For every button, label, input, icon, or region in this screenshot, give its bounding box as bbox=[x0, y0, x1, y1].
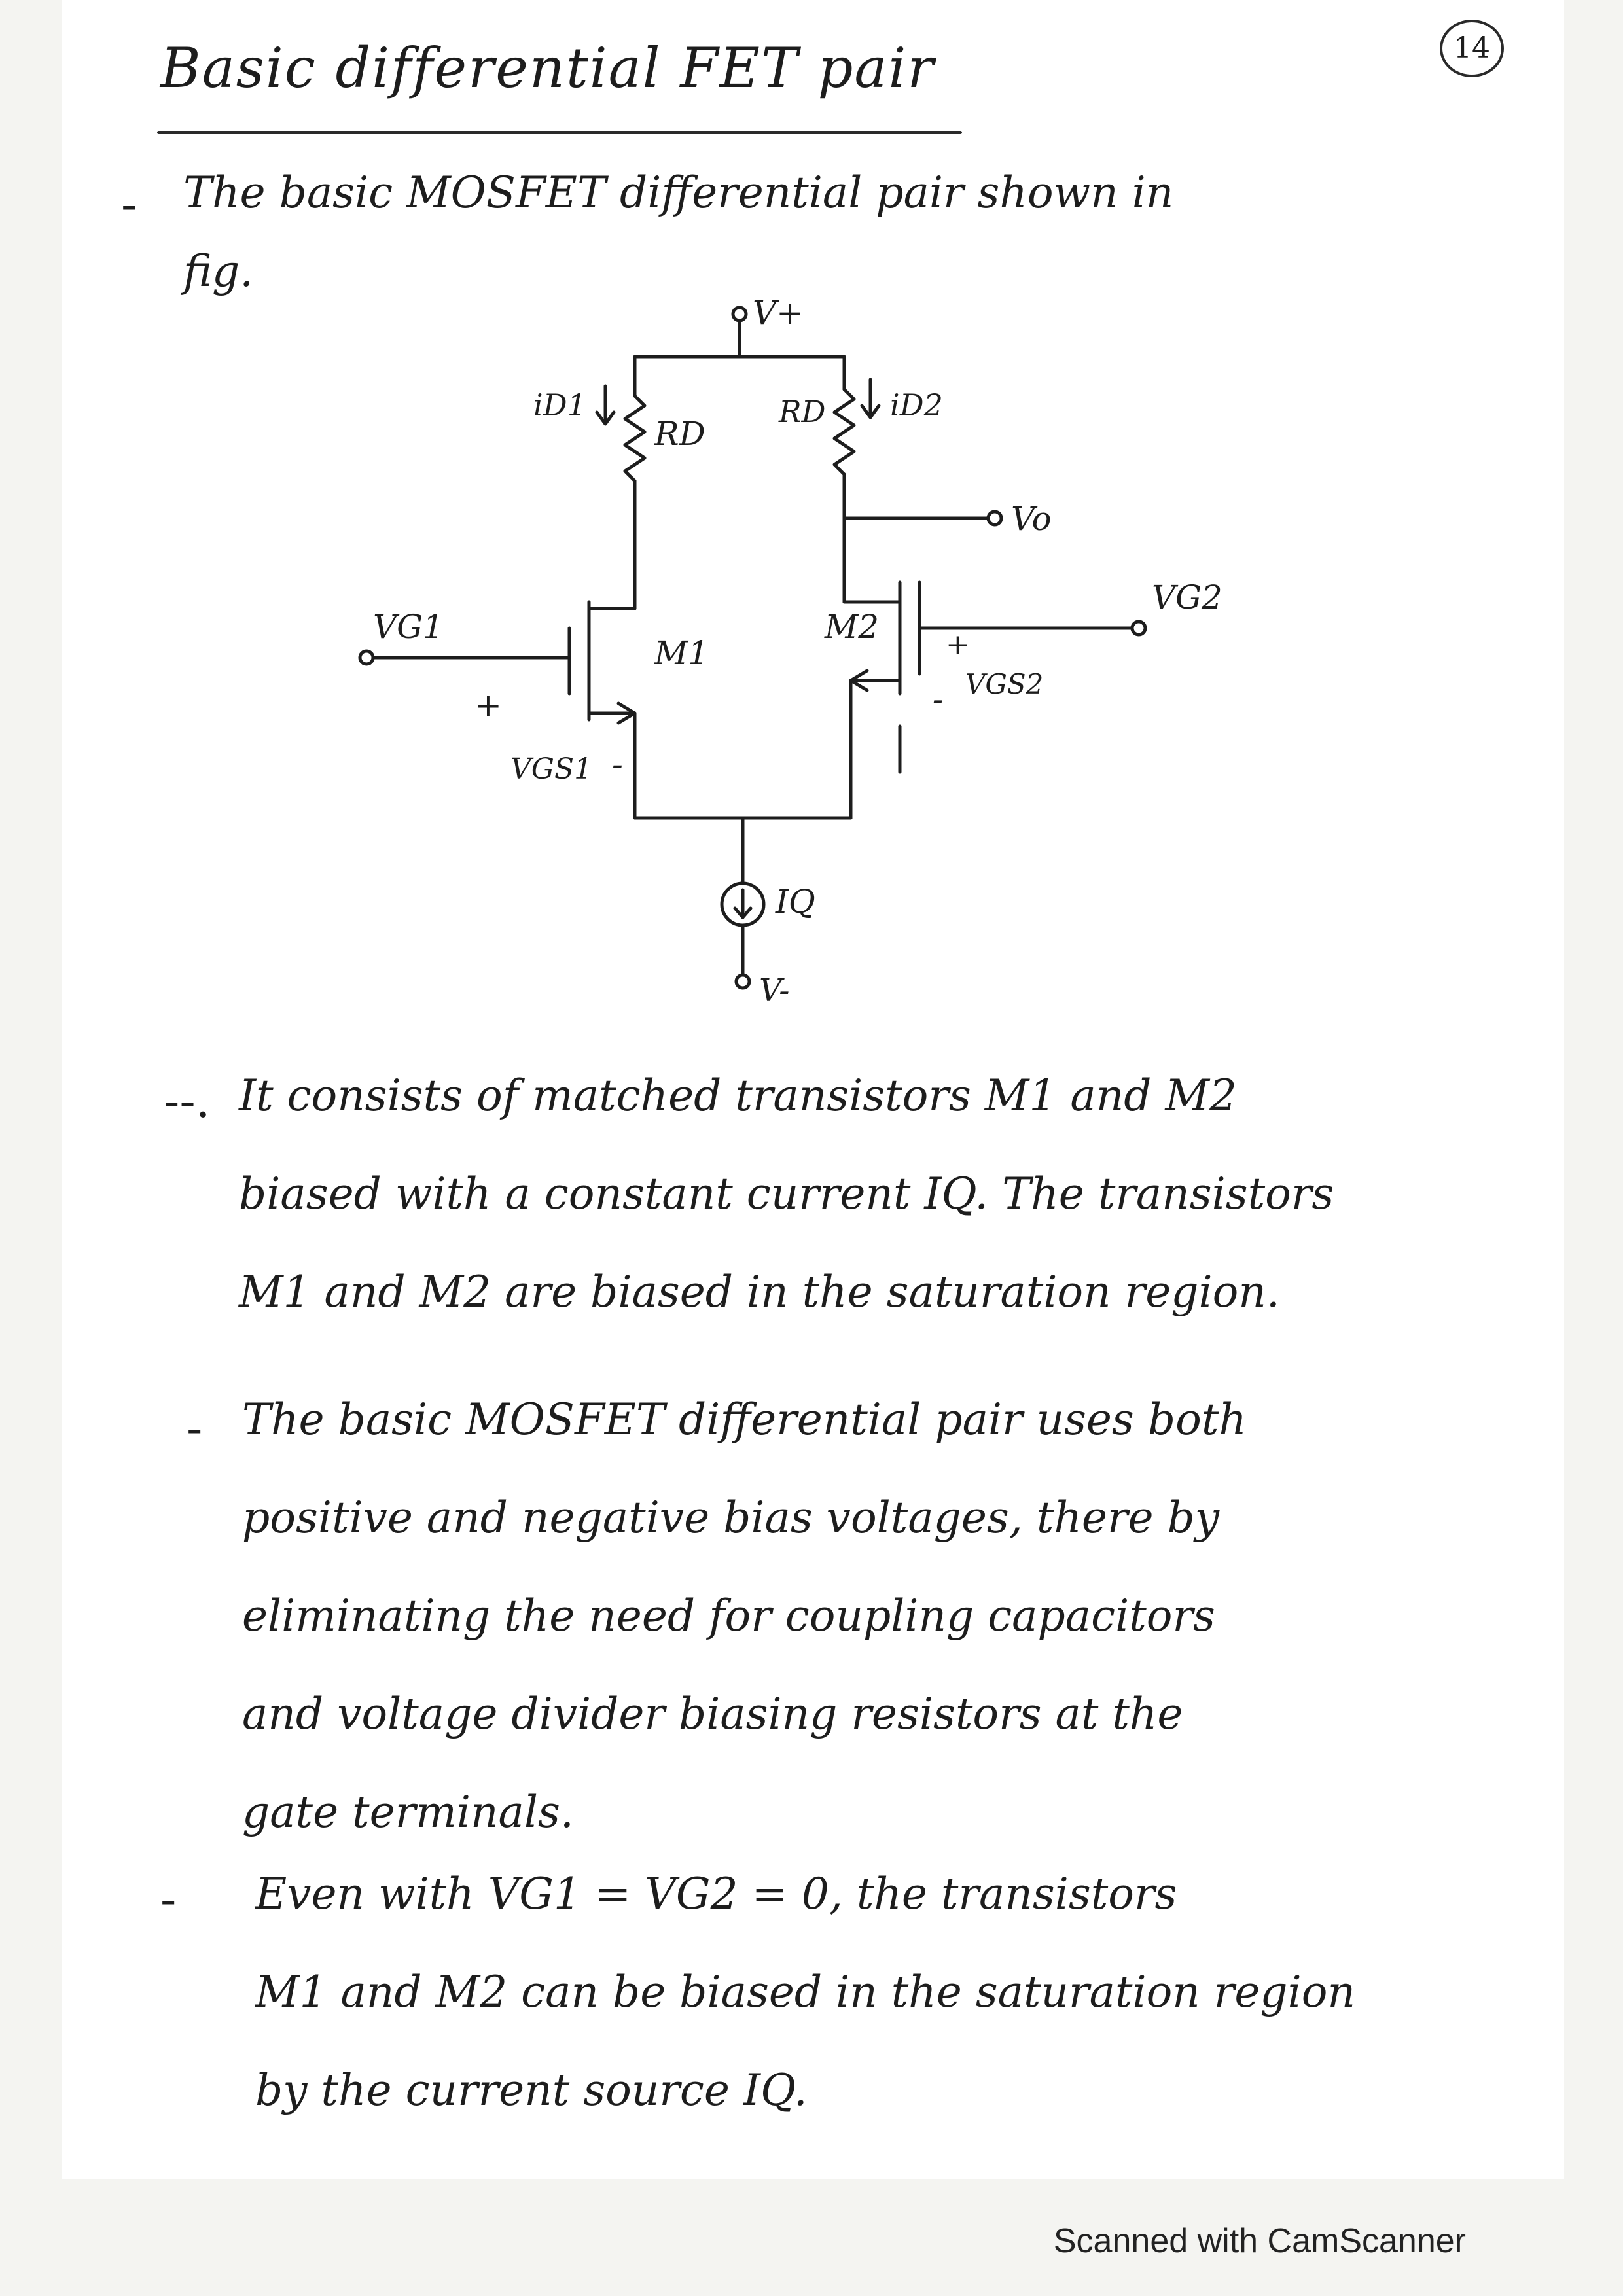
top-rail bbox=[635, 357, 844, 363]
paragraph-line: by the current source IQ. bbox=[255, 2065, 808, 2115]
label-iq: IQ bbox=[776, 883, 815, 921]
paragraph-line: eliminating the need for coupling capacitors bbox=[242, 1591, 1215, 1641]
paragraph-line: The basic MOSFET differential pair uses both bbox=[242, 1394, 1247, 1445]
paragraph-line: Even with VG1 = VG2 = 0, the transistors bbox=[255, 1869, 1177, 1919]
label-minus-m2: - bbox=[933, 681, 944, 718]
paragraph-matched-transistors bbox=[239, 1047, 1334, 1341]
bullet-dash: - bbox=[187, 1400, 203, 1455]
label-id1: iD1 bbox=[533, 387, 586, 423]
label-plus-m2: + bbox=[946, 628, 970, 662]
label-plus-m1: + bbox=[474, 686, 502, 724]
vminus-terminal bbox=[736, 975, 749, 988]
vg1-terminal bbox=[360, 651, 373, 664]
paragraph-line: It consists of matched transistors M1 and M2 bbox=[239, 1070, 1237, 1121]
label-vo: Vo bbox=[1011, 500, 1052, 538]
label-rd-right: RD bbox=[779, 394, 826, 429]
label-minus-m1: - bbox=[612, 745, 623, 783]
vg2-terminal bbox=[1132, 622, 1145, 635]
paragraph-line: M1 and M2 can be biased in the saturation region bbox=[255, 1967, 1356, 2017]
label-vminus: V- bbox=[759, 972, 790, 1009]
label-vg1: VG1 bbox=[373, 608, 444, 646]
label-vgs2: VGS2 bbox=[965, 668, 1044, 700]
paragraph-line: positive and negative bias voltages, there by bbox=[242, 1492, 1220, 1543]
label-id2: iD2 bbox=[890, 387, 943, 423]
bullet-dash: - bbox=[160, 1871, 177, 1926]
label-m1: M1 bbox=[654, 634, 709, 672]
scanner-watermark: Scanned with CamScanner bbox=[1053, 2222, 1466, 2260]
page-number: 14 bbox=[1440, 20, 1504, 77]
bullet-dash: --. bbox=[164, 1073, 211, 1128]
resistor-rd-left bbox=[625, 396, 645, 481]
paragraph-line: biased with a constant current IQ. The transistors bbox=[239, 1169, 1334, 1219]
label-vgs1: VGS1 bbox=[510, 752, 593, 786]
resistor-rd-right bbox=[834, 389, 854, 474]
title-underline bbox=[157, 131, 962, 134]
paragraph-line: gate terminals. bbox=[242, 1787, 574, 1837]
label-rd-left: RD bbox=[654, 415, 705, 453]
vo-terminal bbox=[988, 512, 1001, 525]
label-vg2: VG2 bbox=[1152, 578, 1222, 616]
differential-pair-circuit bbox=[314, 275, 1309, 1027]
label-vplus: V+ bbox=[753, 294, 804, 332]
paragraph-zero-gate bbox=[255, 1845, 1355, 2140]
paragraph-line: and voltage divider biasing resistors at the bbox=[242, 1689, 1183, 1739]
intro-line: fig. bbox=[183, 246, 254, 296]
vplus-terminal bbox=[733, 308, 746, 321]
bullet-dash: - bbox=[121, 177, 137, 232]
paragraph-bias-voltages bbox=[242, 1371, 1247, 1862]
intro-line: The basic MOSFET differential pair shown in bbox=[183, 168, 1174, 218]
paragraph-line: M1 and M2 are biased in the saturation region. bbox=[239, 1267, 1280, 1317]
page-title: Basic differential FET pair bbox=[160, 36, 935, 100]
label-m2: M2 bbox=[825, 608, 880, 646]
